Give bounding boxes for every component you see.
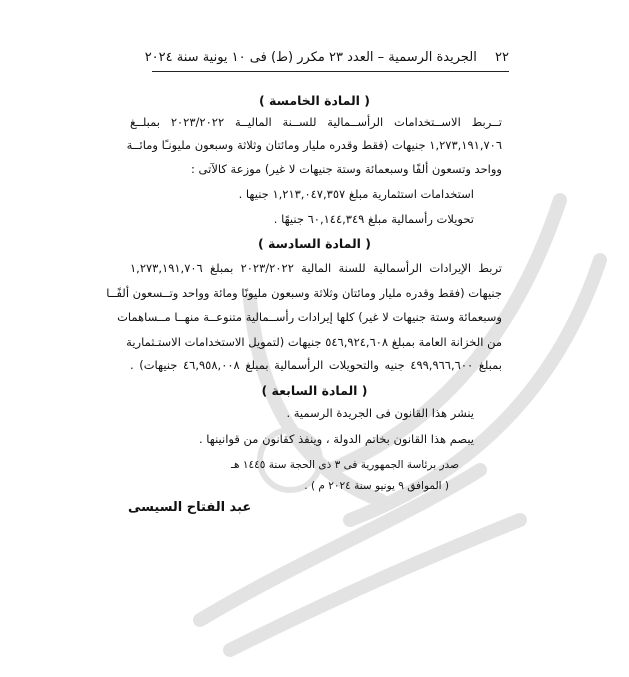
article5-line-3: وواحد وتسعون ألفًا وسبعمائة وستة جنيهات لا غير) موزعة كالآتى :	[191, 162, 502, 176]
article6-line-5: بمبلغ ٤٩٩,٩٦٦,٦٠٠ جنيه والتحويلات الرأسمالية بمبلغ ٤٦,٩٥٨,٠٠٨ جنيهات) .	[130, 358, 503, 372]
page-number: ٢٢	[495, 50, 509, 65]
article6-line-4: من الخزانة العامة بمبلغ ٥٤٦,٩٢٤,٦٠٨ جنيهات (لتمويل الاستخدامات الاستـثمارية	[126, 335, 502, 349]
article7-line-1: ينشر هذا القانون فى الجريدة الرسمية .	[286, 406, 474, 420]
signature: عبد الفتاح السيسى	[128, 500, 252, 515]
article5-line-5: تحويلات رأسمالية مبلغ ٦٠,١٤٤,٣٤٩ جنيهًا .	[273, 212, 474, 226]
article7-line-2: يبصم هذا القانون بخاتم الدولة ، وينفذ كقانون من قوانينها .	[198, 432, 474, 446]
article5-heading: ( المادة الخامسة )	[258, 93, 371, 108]
issuance-date-gregorian: ( الموافق ٩ يونيو سنة ٢٠٢٤ م ) .	[304, 480, 449, 492]
article6-line-2: جنيهات (فقط وقدره مليار ومائتان وثلاثة وسبعون مليونًا ومائة وواحد وتــسعون ألفًــا	[106, 286, 502, 300]
gazette-title: الجريدة الرسمية – العدد ٢٣ مكرر (ط) فى ١٠ يونية سنة ٢٠٢٤	[144, 50, 477, 65]
issuance-date-hijri: صدر برئاسة الجمهورية فى ٣ ذى الحجة سنة ١٤٤٥ هـ	[230, 459, 459, 471]
article5-line-4: استخدامات استثمارية مبلغ ١,٢١٣,٠٤٧,٣٥٧ جنيها .	[238, 187, 474, 201]
article7-heading: ( المادة السابعة )	[261, 383, 368, 398]
article5-line-1: تــربط الاســتخدامات الرأســمالية للســنة الماليــة ٢٠٢٣/٢٠٢٢ بمبلــغ	[130, 115, 502, 129]
article6-heading: ( المادة السادسة )	[257, 236, 371, 251]
article6-line-1: تربط الإيرادات الرأسمالية للسنة المالية ٢٠٢٣/٢٠٢٢ بمبلغ ١,٢٧٣,١٩١,٧٠٦	[130, 261, 502, 275]
article6-line-3: وسبعمائة وستة جنيهات لا غير) كلها إيرادات رأســمالية متنوعــة منهــا مــساهمات	[117, 310, 502, 324]
article5-line-2: ١,٢٧٣,١٩١,٧٠٦ جنيهات (فقط وقدره مليار ومائتان وثلاثة وسبعون مليونـًا ومائــة	[126, 138, 502, 152]
